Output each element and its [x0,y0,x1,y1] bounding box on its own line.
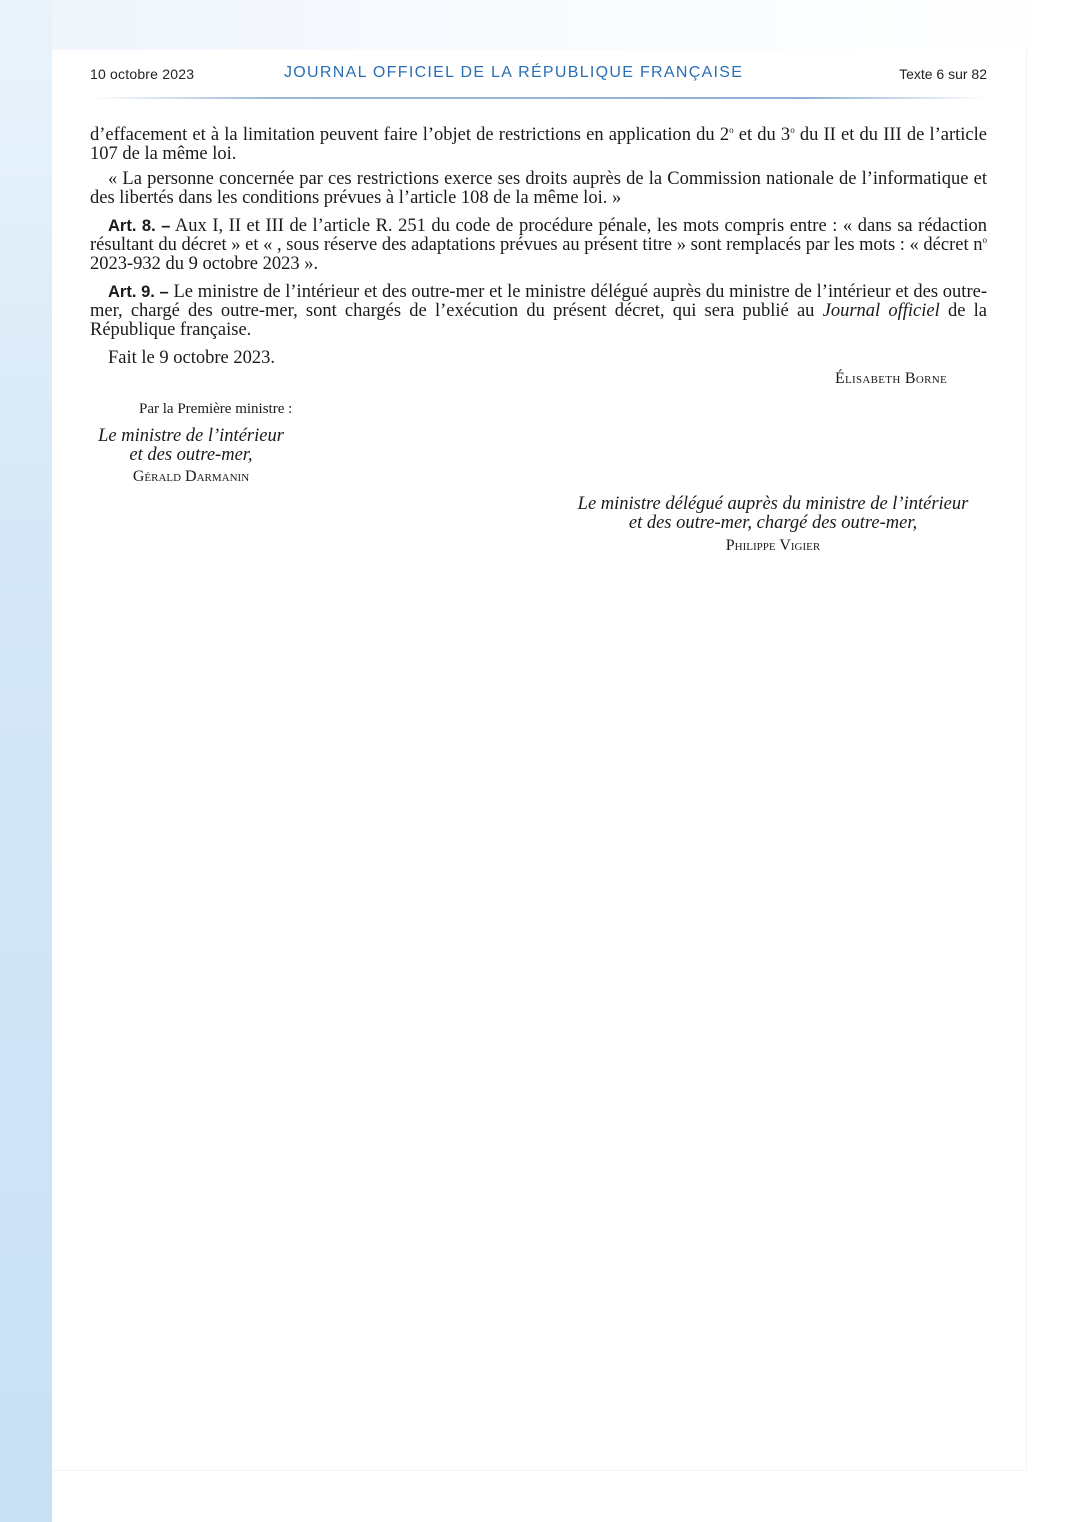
header-date: 10 octobre 2023 [90,66,195,82]
text-run: Aux I, II et III de l’article R. 251 du code de procédure pénale, les mots compris entre : « dans sa rédaction résultant du décret » et « , sous réserve des adaptations prévues au présent titre » sont remplacés par les mots : « décret n [90,216,987,255]
page-top-band [0,0,1077,50]
header-text-number: Texte 6 sur 82 [899,66,987,82]
par-la-premiere-ministre: Par la Première ministre : [139,401,293,417]
article-9 [90,283,987,340]
signature-title-line: et des outre-mer, [129,445,253,465]
header-divider [90,97,987,99]
superscript: o [790,125,795,135]
document-body [90,126,987,368]
paragraph-continuation [90,126,987,164]
text-run: de la République française. [90,301,987,340]
text-run-italic: Journal officiel [822,301,940,321]
article-8-label: Art. 8. – [108,217,171,235]
signature-name: Gérald Darmanin [132,468,250,485]
signature-name: Philippe Vigier [725,537,821,554]
main-signer-name: Élisabeth Borne [834,370,947,387]
paragraph-quote: « La personne concernée par ces restrictions exerce ses droits auprès de la Commission nationale de l’informatique et des libertés dans les conditions prévues à l’article 108 de la même loi. » [90,169,987,208]
superscript: o [729,125,734,135]
page-left-band [0,0,52,1522]
text-run: du II et du III de l’article 107 de la même loi. [90,125,987,164]
header-journal-title: JOURNAL OFFICIEL DE LA RÉPUBLIQUE FRANÇAISE [284,64,744,81]
article-8 [90,217,987,274]
text-run: et du 3 [733,125,791,145]
article-9-label: Art. 9. – [108,283,169,301]
superscript: o [982,235,987,245]
fait-le: Fait le 9 octobre 2023. [108,348,275,368]
text-run: Le ministre de l’intérieur et des outre-mer et le ministre délégué auprès du ministre de l’intérieur et des outre-mer, chargé des outre-mer, sont chargés de l’exécution du présent décret, qui sera publié au [90,282,987,321]
text-run: d’effacement et à la limitation peuvent faire l’objet de restrictions en application du 2 [90,125,730,145]
signature-block-interior [90,427,292,486]
text-run: 2023-932 du 9 octobre 2023 ». [90,254,319,274]
signature-block-outre-mer [557,495,989,555]
page-header [90,64,987,84]
signature-title-line: Le ministre délégué auprès du ministre de l’intérieur [577,494,969,514]
signature-title-line: et des outre-mer, chargé des outre-mer, [628,513,918,533]
signature-title-line: Le ministre de l’intérieur [98,426,284,446]
